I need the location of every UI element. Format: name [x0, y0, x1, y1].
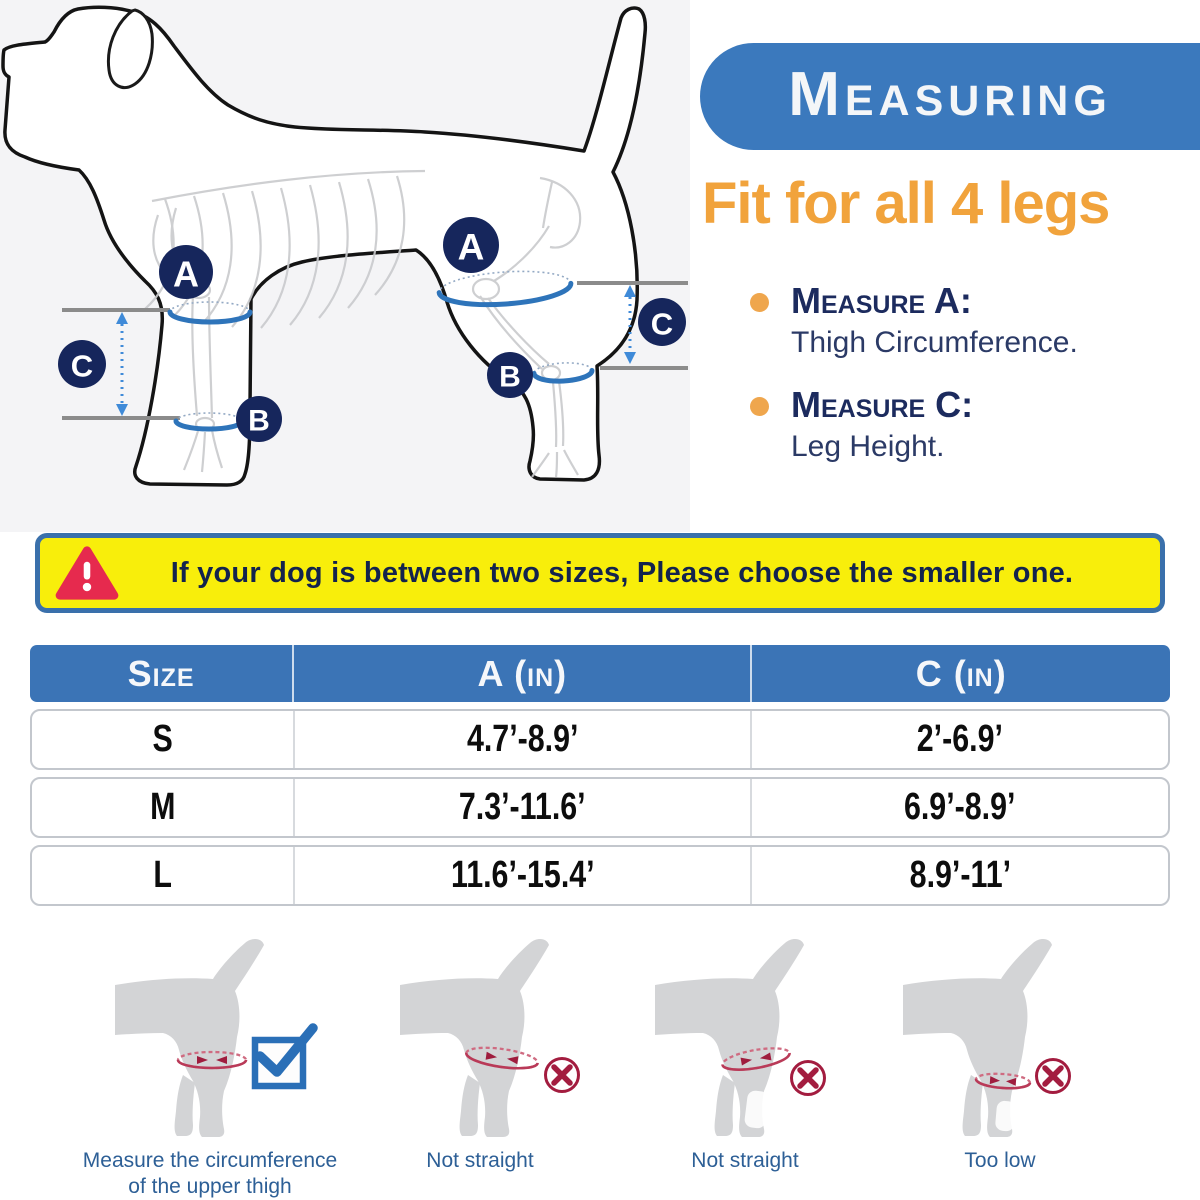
size-l-c-range: 8.9’-11’: [909, 854, 1011, 896]
example-not-straight-panel-2: [645, 933, 885, 1140]
dog-outline: [3, 7, 645, 485]
svg-text:B: B: [248, 404, 270, 438]
dog-rear-silhouette: [115, 939, 264, 1137]
header-size: Size: [127, 652, 195, 694]
size-l-label: L: [153, 854, 172, 896]
cross-icon: [1037, 1060, 1070, 1093]
size-table: [30, 645, 1170, 906]
cross-icon: [792, 1062, 825, 1095]
table-row-s: [30, 709, 1170, 770]
subtitle: Fit for all 4 legs: [702, 171, 1110, 236]
size-s-label: S: [152, 718, 173, 760]
label-c-hind: [638, 298, 686, 346]
size-s-a-range: 4.7’-8.9’: [466, 718, 579, 760]
size-m-label: M: [149, 786, 176, 828]
measure-c-label: Measure C:: [791, 384, 974, 425]
example-caption-not-straight-1: Not straight: [426, 1149, 534, 1172]
svg-text:C: C: [70, 348, 94, 384]
dog-rear-silhouette: [903, 939, 1052, 1137]
page-title: Measuring: [788, 60, 1112, 129]
warning-icon: [54, 544, 120, 602]
dog-rear-silhouette: [400, 939, 549, 1137]
header-a-in: A (in): [292, 645, 750, 702]
svg-text:C: C: [650, 306, 674, 342]
example-caption-correct: Measure the circumference of the upper thigh: [82, 1149, 338, 1199]
leg-wrap: [995, 1100, 1017, 1132]
table-row-l: [30, 845, 1170, 906]
measure-a-description: Thigh Circumference.: [791, 326, 1078, 359]
example-caption-not-straight-2: Not straight: [691, 1149, 799, 1172]
svg-text:A: A: [457, 226, 485, 268]
size-m-c-range: 6.9’-8.9’: [904, 786, 1016, 828]
bullet-icon: [750, 293, 769, 312]
measure-a-item: [750, 280, 1078, 359]
svg-text:A: A: [173, 253, 199, 295]
example-caption-too-low: Too low: [964, 1149, 1036, 1172]
measure-c-item: [750, 384, 974, 463]
header-panel: [690, 0, 1200, 530]
table-row-m: [30, 777, 1170, 838]
measure-c-description: Leg Height.: [791, 430, 945, 463]
cross-icon: [546, 1059, 579, 1092]
dog-rear-silhouette: [655, 939, 804, 1137]
size-s-c-range: 2’-6.9’: [916, 718, 1004, 760]
warning-text: If your dog is between two sizes, Please choose the smaller one.: [170, 556, 1074, 589]
svg-text:B: B: [499, 360, 521, 394]
size-m-a-range: 7.3’-11.6’: [459, 786, 586, 828]
measuring-title-pill: [700, 43, 1200, 150]
label-a-front: [159, 245, 213, 299]
table-header-row: [30, 645, 1170, 702]
header-c-in: C (in): [750, 645, 1170, 702]
example-too-low-panel: [893, 933, 1133, 1140]
example-not-straight-panel-1: [390, 933, 630, 1140]
label-a-hind: [443, 217, 499, 273]
label-b-front: [236, 396, 282, 442]
dog-measurement-diagram: [0, 0, 690, 530]
label-b-hind: [487, 352, 533, 398]
checkmark-icon: [255, 1028, 313, 1086]
bullet-icon: [750, 397, 769, 416]
measure-a-label: Measure A:: [791, 280, 972, 321]
example-correct-panel: [105, 933, 345, 1140]
warning-banner: [35, 533, 1165, 613]
size-l-a-range: 11.6’-15.4’: [450, 854, 595, 896]
label-c-front: [58, 340, 106, 388]
